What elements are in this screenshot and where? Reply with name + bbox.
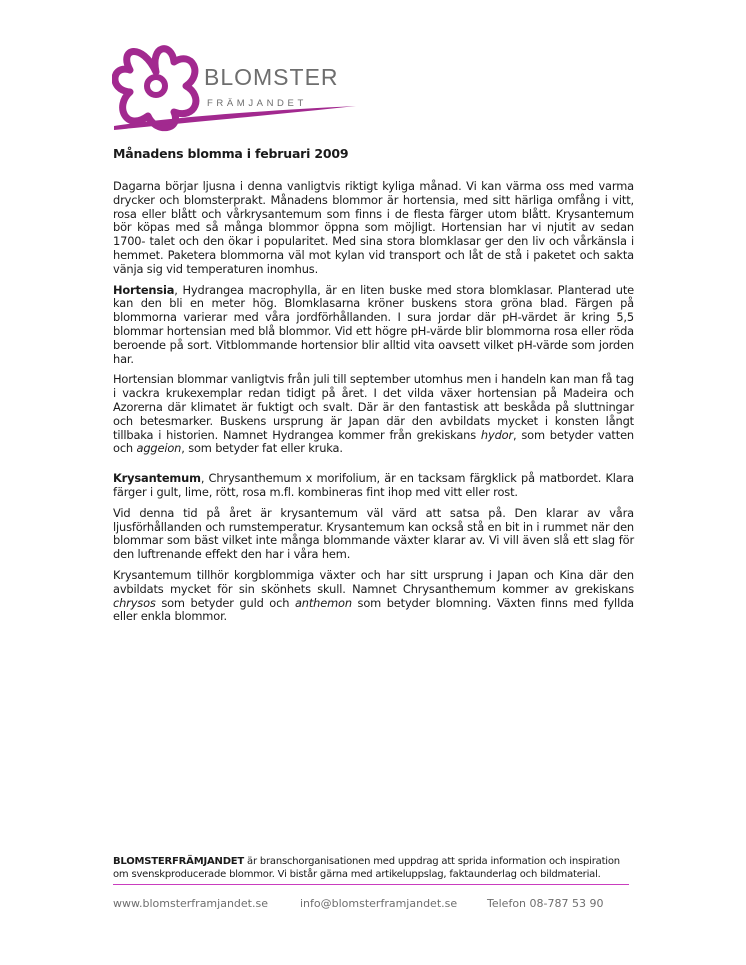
website-link[interactable]: www.blomsterframjandet.se	[113, 897, 268, 910]
page-title: Månadens blomma i februari 2009	[113, 146, 349, 161]
krysantemum-paragraph-3: Krysantemum tillhör korgblommiga växter och har sitt ursprung i Japan och Kina där den avbildats mycket för sin skönhets skull. Namnet Chrysanthemum kommer av grekiskans chrysos som betyder guld och anthemon som betyder blomning. Växten finns med fyllda eller enkla blommor.	[113, 567, 634, 624]
krysantemum-paragraph-2: Vid denna tid på året är krysantemum väl värd att satsa på. Den klarar av våra ljusförhållanden och rumstemperatur. Krysantemum kan också stå en bit in i rummet när den blommar som bäst vilket inte många blommande växter klarar av. Vi vill även slå ett slag för den luftrenande effekt den har i våra hem.	[113, 505, 634, 562]
logo-subtitle: FRÄMJANDET	[207, 98, 307, 109]
footer-divider	[113, 884, 629, 885]
footer-note: BLOMSTERFRÄMJANDET är branschorganisationen med uppdrag att sprida information och inspiration om svenskproducerade blommor. Vi bistår gärna med artikeluppslag, faktaunderlag och bildmaterial.	[113, 856, 620, 880]
footer-org: BLOMSTERFRÄMJANDET	[113, 856, 245, 867]
article-body	[113, 180, 634, 631]
krysantemum-paragraph-1: Krysantemum, Chrysanthemum x morifolium, är en tacksam färgklick på matbordet. Klara färger i gult, lime, rött, rosa m.fl. kombineras fint ihop med vitt eller rost.	[113, 471, 634, 499]
logo	[112, 40, 372, 132]
phone-number: Telefon 08-787 53 90	[487, 897, 604, 910]
logo-wordmark: BLOMSTER	[204, 64, 339, 90]
hortensia-heading: Hortensia	[113, 282, 175, 297]
hortensia-paragraph-2: Hortensian blommar vanligtvis från juli till september utomhus men i handeln kan man få tag i vackra krukexemplar redan tidigt på året. I det vilda växer hortensian på Madeira och Azorerna där klimatet är fuktigt och svalt. Där är den fantastisk att beskåda på sluttningar och betesmarker. Buskens ursprung är Japan där den avbildats mycket i konsten långt tillbaka i historien. Namnet Hydrangea kommer från grekiskans hydor, som betyder vatten och aggeion, som betyder fat eller kruka.	[113, 372, 634, 456]
hortensia-paragraph-1: Hortensia, Hydrangea macrophylla, är en liten buske med stora blomklasar. Planterad ute kan den bli en meter hög. Blomklasarna kröner buskens stora gröna blad. Färgen på blommorna varierar med våra jordförhållanden. I sura jordar där pH-värdet är kring 5,5 blommar hortensian med blå blommor. Vid ett högre pH-värde blir blommorna rosa eller röda beroende på sort. Vitblommande hortensior blir alltid vita oavsett vilket pH-värde som jorden har.	[113, 282, 634, 366]
krysantemum-heading: Krysantemum	[113, 471, 201, 486]
intro-paragraph: Dagarna börjar ljusna i denna vanligtvis riktigt kyliga månad. Vi kan värma oss med varma drycker och blomsterprakt. Månadens blommor är hortensia, med sitt härliga omfång i vitt, rosa eller blått och vårkrysantemum som finns i de flesta färger utom blått. Krysantemum bör köpas med så många blommor öppna som möjligt. Hortensian har vi njutit av sedan 1700- talet och den ökar i popularitet. Med sina stora blomklasar ger den liv och vårkänsla i hemmet. Paketera blommorna väl mot kylan vid transport och låt de stå i paketet och sakta vänja sig vid temperaturen inomhus.	[113, 179, 634, 276]
email-link[interactable]: info@blomsterframjandet.se	[300, 897, 458, 910]
